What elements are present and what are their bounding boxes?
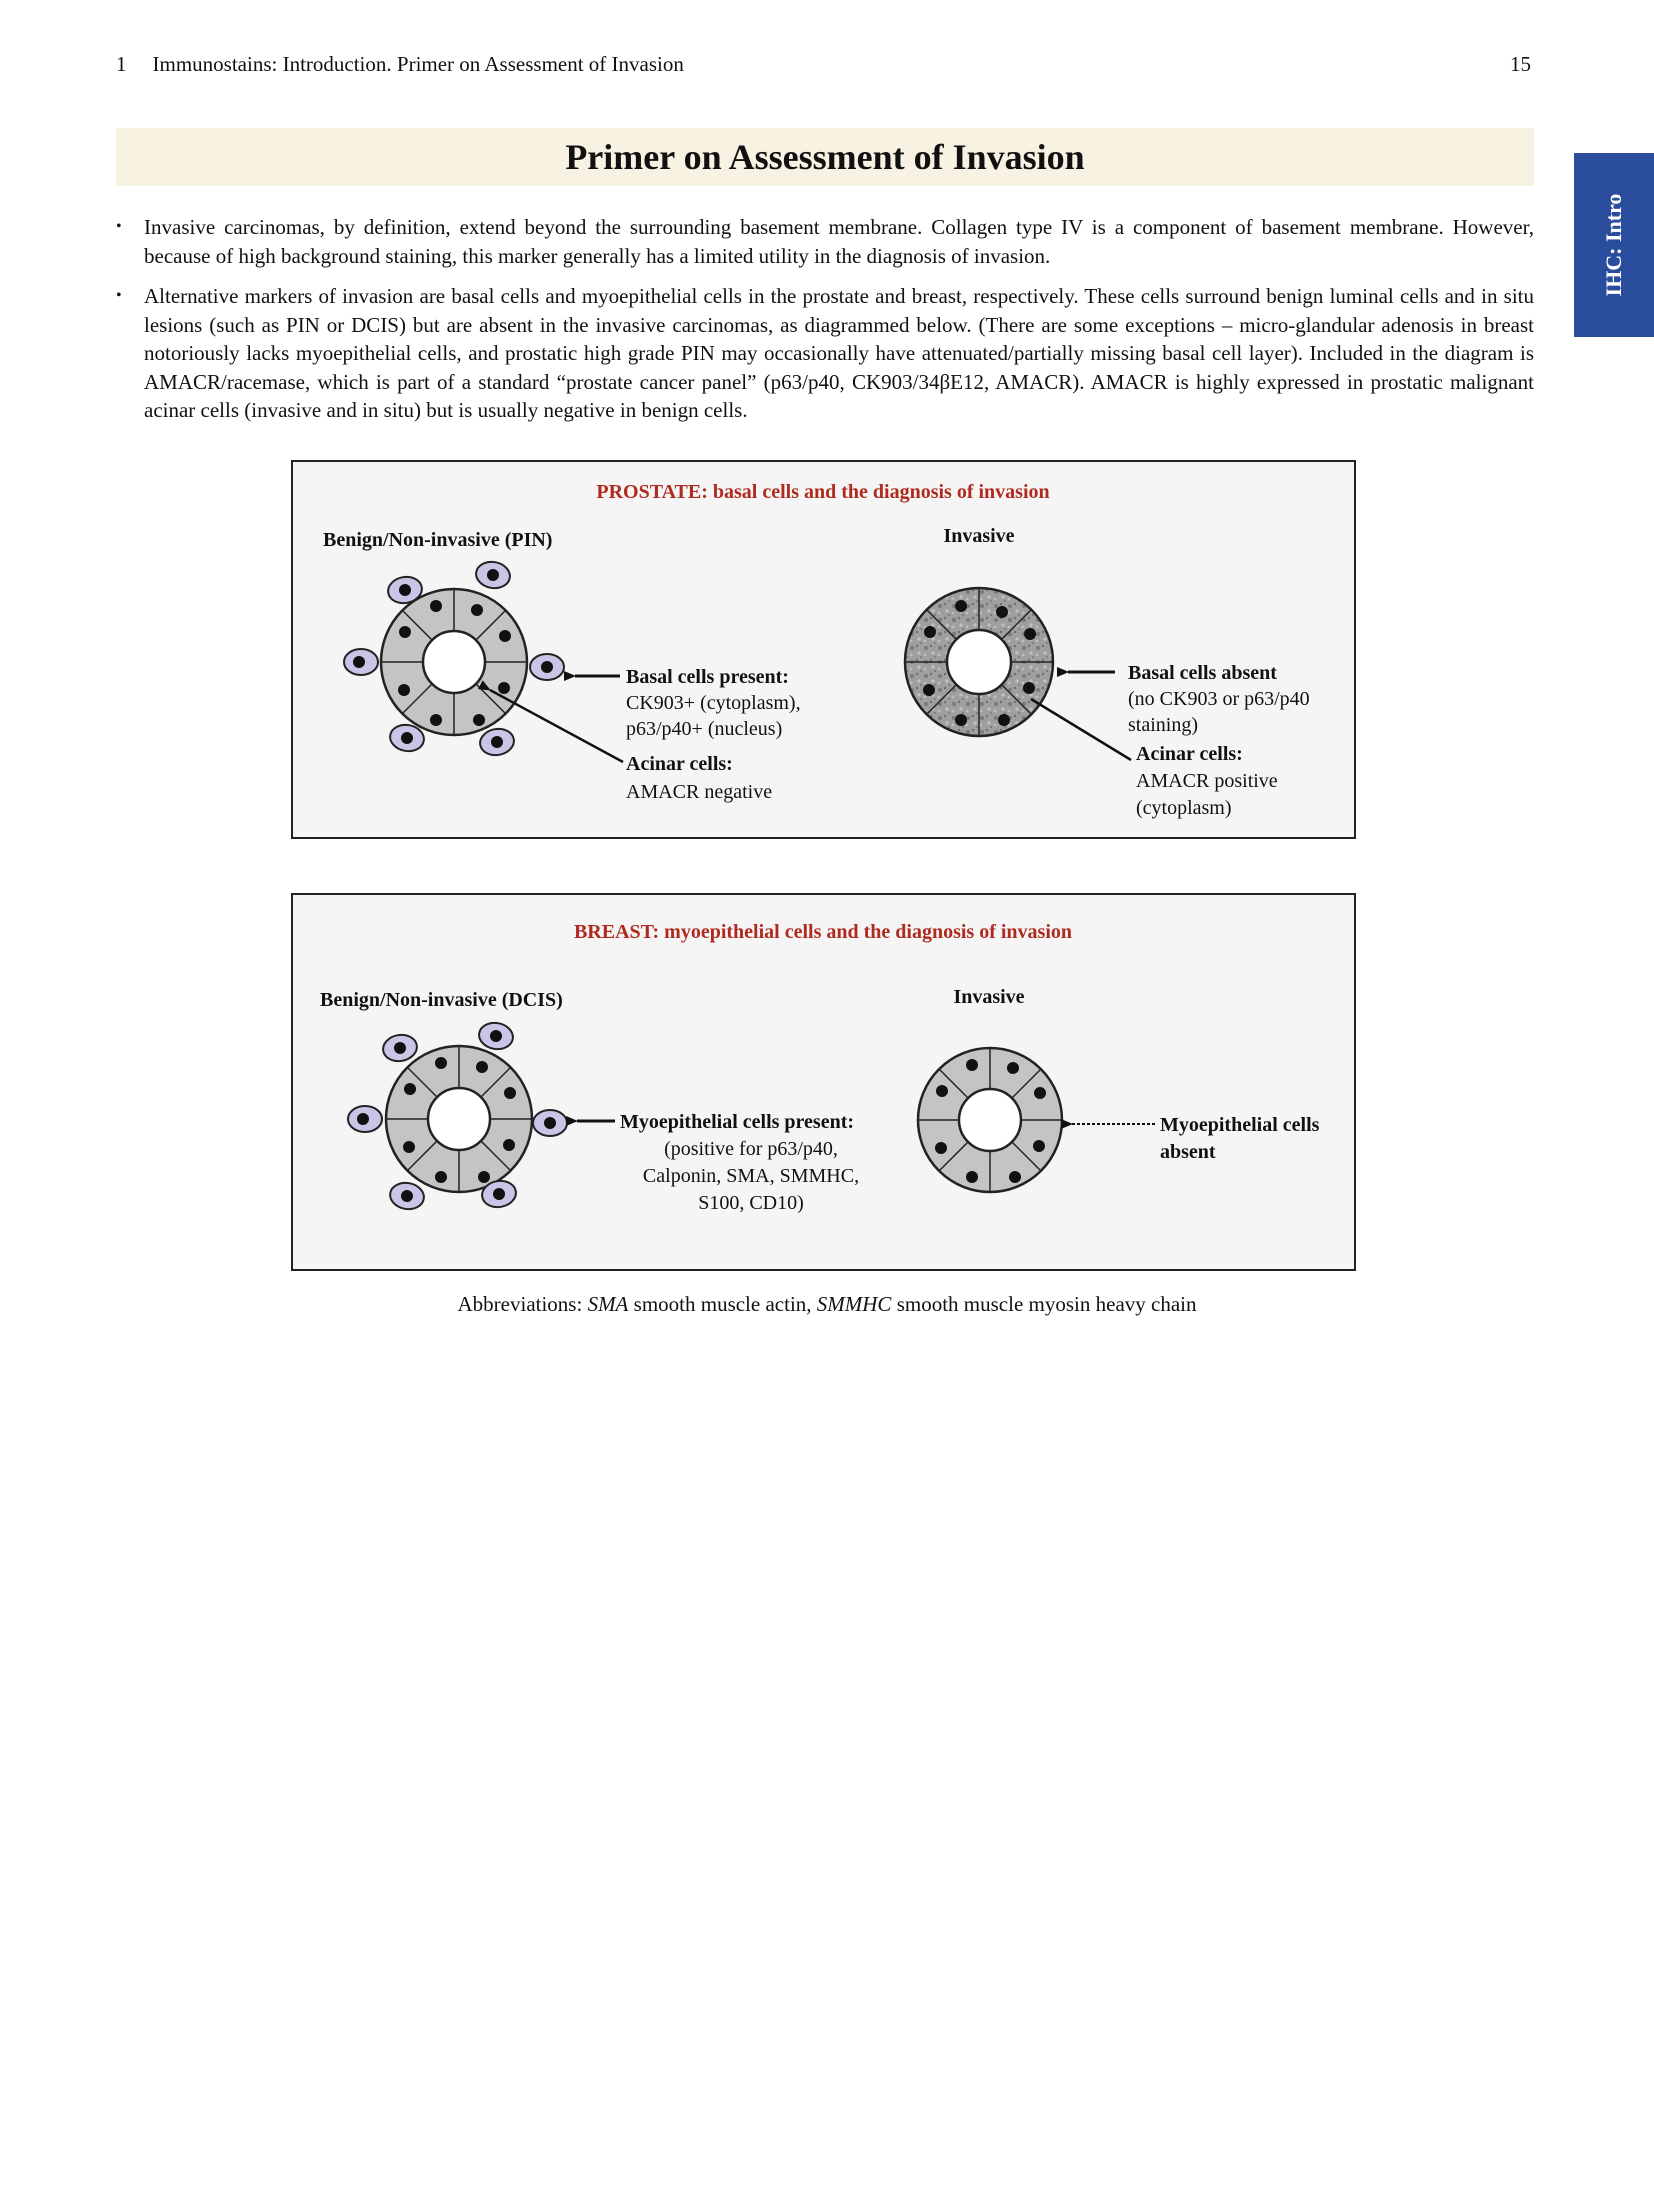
breast-right-heading: Invasive bbox=[953, 986, 1025, 1008]
section-thumb-tab-label: IHC: Intro bbox=[1601, 193, 1626, 297]
breast-diagram-svg bbox=[293, 895, 1353, 1268]
myo-present-line: Calponin, SMA, SMMHC, bbox=[642, 1165, 860, 1187]
gland-lumen bbox=[947, 630, 1011, 694]
abbreviation-term: SMA bbox=[587, 1292, 629, 1316]
invasive-breast-duct bbox=[918, 1048, 1062, 1192]
page-number: 15 bbox=[1510, 52, 1531, 76]
prostate-right-heading: Invasive bbox=[943, 525, 1015, 547]
acinar-cell-pointer bbox=[1031, 699, 1131, 760]
benign-prostate-gland bbox=[344, 559, 564, 758]
abbreviations-caption bbox=[0, 1292, 1654, 1317]
basal-absent-line: staining) bbox=[1128, 714, 1198, 736]
bullet-dot: • bbox=[116, 218, 122, 235]
gland-lumen bbox=[423, 631, 485, 693]
section-title-bar bbox=[116, 128, 1534, 186]
acinar-right-line: (cytoplasm) bbox=[1136, 797, 1232, 819]
basal-absent-line: (no CK903 or p63/p40 bbox=[1128, 688, 1310, 710]
acinar-left-label: Acinar cells: bbox=[626, 753, 733, 775]
bullet-list bbox=[114, 213, 1534, 437]
abbreviation-term: SMMHC bbox=[816, 1292, 892, 1316]
prostate-diagram bbox=[291, 460, 1356, 839]
prostate-figure-title: PROSTATE: basal cells and the diagnosis of invasion bbox=[596, 481, 1050, 503]
acinar-left-text: AMACR negative bbox=[626, 781, 773, 803]
myo-present-line: (positive for p63/p40, bbox=[664, 1138, 838, 1160]
benign-breast-duct bbox=[348, 1020, 567, 1212]
bullet-dot: • bbox=[116, 287, 122, 304]
myo-absent-line: Myoepithelial cells bbox=[1160, 1114, 1320, 1136]
bullet-text: Invasive carcinomas, by definition, extend beyond the surrounding basement membrane. Collagen type IV is a component of basement membrane. However, because of high background staining, this marker generally has a limited utility in the diagnosis of invasion. bbox=[144, 215, 1534, 268]
basal-absent-label: Basal cells absent bbox=[1128, 662, 1277, 684]
myo-absent-line: absent bbox=[1160, 1141, 1216, 1163]
basal-present-label: Basal cells present: bbox=[626, 666, 789, 688]
abbreviation-definition: smooth muscle myosin heavy chain bbox=[891, 1292, 1197, 1316]
section-title: Primer on Assessment of Invasion bbox=[565, 137, 1085, 177]
bullet-item bbox=[114, 282, 1534, 425]
acinar-right-line: AMACR positive bbox=[1136, 770, 1278, 792]
breast-diagram bbox=[291, 893, 1356, 1271]
duct-lumen bbox=[959, 1089, 1021, 1151]
bullet-item bbox=[114, 213, 1534, 270]
chapter-number: 1 bbox=[116, 52, 127, 76]
abbreviation-definition: smooth muscle actin, bbox=[628, 1292, 817, 1316]
basal-present-line: p63/p40+ (nucleus) bbox=[626, 718, 783, 740]
basal-present-line: CK903+ (cytoplasm), bbox=[626, 692, 801, 714]
abbreviations-prefix: Abbreviations: bbox=[457, 1292, 583, 1316]
myo-present-line: S100, CD10) bbox=[698, 1192, 804, 1214]
myo-present-label: Myoepithelial cells present: bbox=[620, 1111, 855, 1133]
breast-figure-title: BREAST: myoepithelial cells and the diagnosis of invasion bbox=[573, 921, 1073, 943]
acinar-cell-arrow bbox=[490, 690, 623, 762]
running-head bbox=[116, 52, 684, 77]
acinar-right-label: Acinar cells: bbox=[1136, 743, 1243, 765]
prostate-left-heading: Benign/Non-invasive (PIN) bbox=[323, 529, 553, 551]
running-head-title: Immunostains: Introduction. Primer on Assessment of Invasion bbox=[152, 52, 684, 76]
breast-left-heading: Benign/Non-invasive (DCIS) bbox=[320, 989, 563, 1011]
section-thumb-tab bbox=[1574, 153, 1654, 337]
duct-lumen bbox=[428, 1088, 490, 1150]
invasive-prostate-gland bbox=[905, 588, 1053, 736]
bullet-text: Alternative markers of invasion are basal cells and myoepithelial cells in the prostate and breast, respectively. These cells surround benign luminal cells and in situ lesions (such as PIN or DCIS) but are absent in the invasive carcinomas, as diagrammed below. (There are some exceptions – micro-glandular adenosis in breast notoriously lacks myoepithelial cells, and prostatic high grade PIN may occasionally have attenuated/partially missing basal cell layer). Included in the diagram is AMACR/racemase, which is part of a standard “prostate cancer panel” (p63/p40, CK903/34βE12, AMACR). AMACR is highly expressed in prostatic malignant acinar cells (invasive and in situ) but is usually negative in benign cells. bbox=[144, 284, 1534, 422]
prostate-diagram-svg bbox=[293, 462, 1353, 836]
